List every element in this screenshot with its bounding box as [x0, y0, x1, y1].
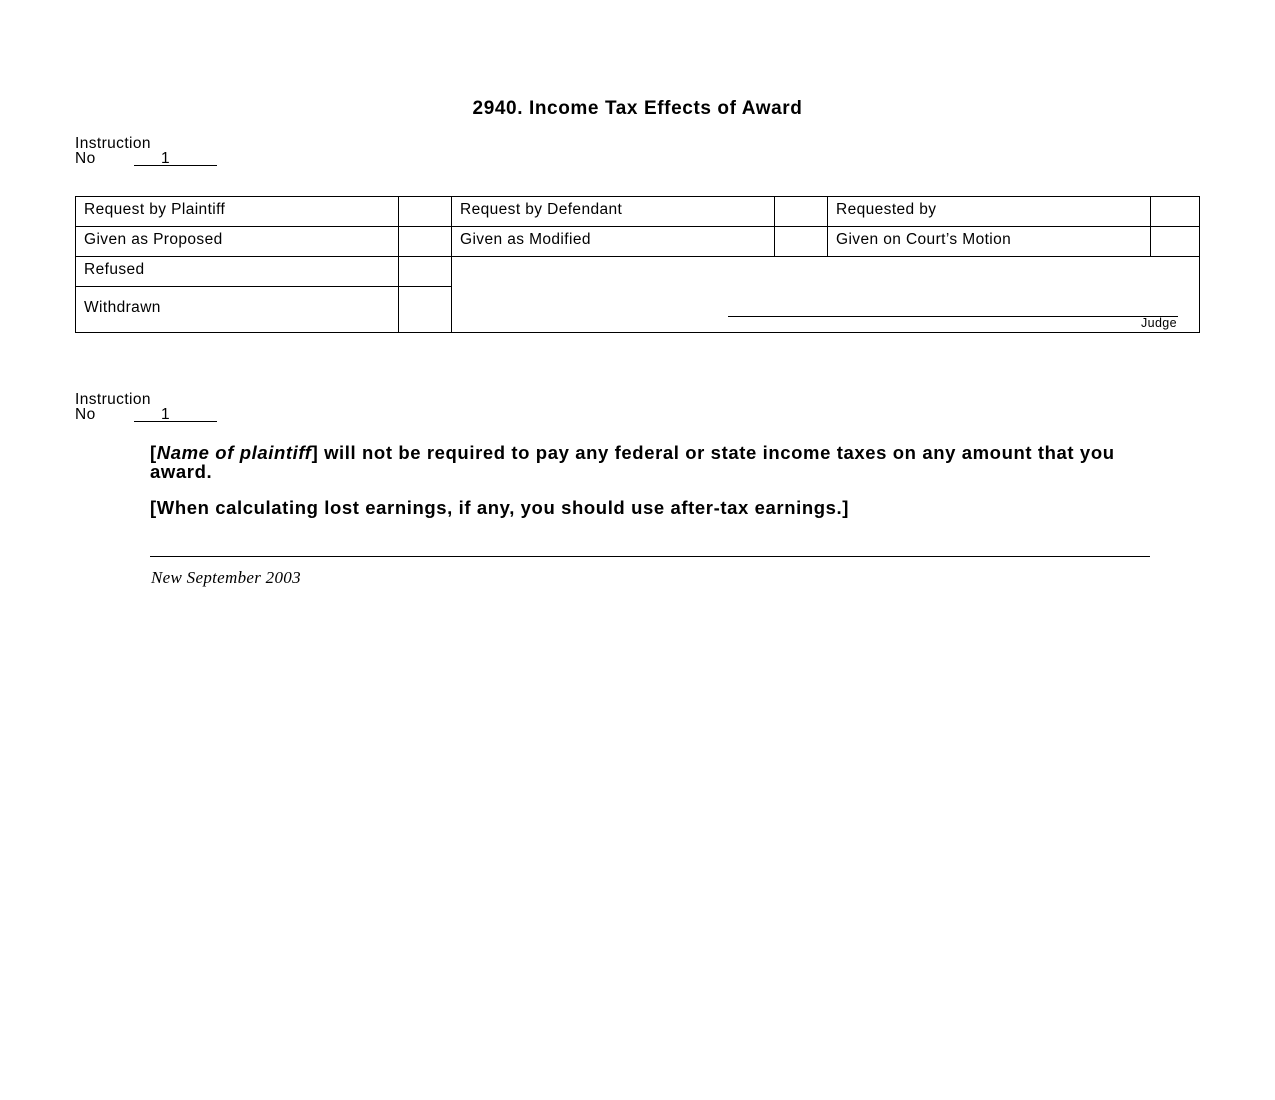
instruction-label: Instruction [75, 135, 151, 152]
label-request-by-defendant: Request by Defendant [460, 201, 623, 218]
label-request-by-plaintiff: Request by Plaintiff [84, 201, 226, 218]
instruction-no-row [75, 406, 171, 423]
form-row-divider [76, 226, 1199, 227]
page-title: 2940. Income Tax Effects of Award [472, 98, 803, 119]
instruction-disposition-form [75, 196, 1200, 333]
form-row-divider [76, 286, 452, 287]
instruction-paragraph-optional: [When calculating lost earnings, if any, you should use after-tax earnings.] [150, 497, 850, 518]
label-given-as-modified: Given as Modified [460, 231, 591, 248]
instruction-no-field[interactable]: 1 [134, 151, 217, 166]
label-given-as-proposed: Given as Proposed [84, 231, 223, 248]
checkbox-requested-by[interactable] [1151, 197, 1199, 226]
checkbox-request-by-defendant[interactable] [775, 197, 827, 226]
label-requested-by: Requested by [836, 201, 937, 218]
form-row-divider [76, 256, 1199, 257]
judge-signature-line[interactable] [728, 316, 1178, 317]
checkbox-given-as-proposed[interactable] [399, 227, 451, 256]
instruction-text: ] will not be required to pay any federal or state income taxes on any amount that you award. [150, 442, 1115, 482]
instruction-paragraph [150, 443, 1160, 481]
revision-history: New September 2003 [151, 568, 301, 587]
instruction-no-label: No [75, 406, 96, 423]
checkbox-given-as-modified[interactable] [775, 227, 827, 256]
checkbox-withdrawn[interactable] [399, 287, 451, 332]
checkbox-refused[interactable] [399, 257, 451, 286]
separator-rule [150, 556, 1150, 557]
instruction-no-field[interactable]: 1 [134, 407, 217, 422]
bracket-open: [ [150, 442, 157, 463]
label-refused: Refused [84, 261, 145, 278]
checkbox-request-by-plaintiff[interactable] [399, 197, 451, 226]
plaintiff-name-placeholder: Name of plaintiff [156, 442, 312, 463]
judge-label: Judge [1140, 316, 1177, 330]
instruction-label: Instruction [75, 391, 151, 408]
instruction-number-block [75, 391, 171, 423]
instruction-number-block [75, 135, 171, 167]
checkbox-given-on-courts-motion[interactable] [1151, 227, 1199, 256]
label-given-on-courts-motion: Given on Court’s Motion [836, 231, 1012, 248]
instruction-no-label: No [75, 150, 96, 167]
label-withdrawn: Withdrawn [84, 299, 161, 316]
instruction-no-row [75, 150, 171, 167]
